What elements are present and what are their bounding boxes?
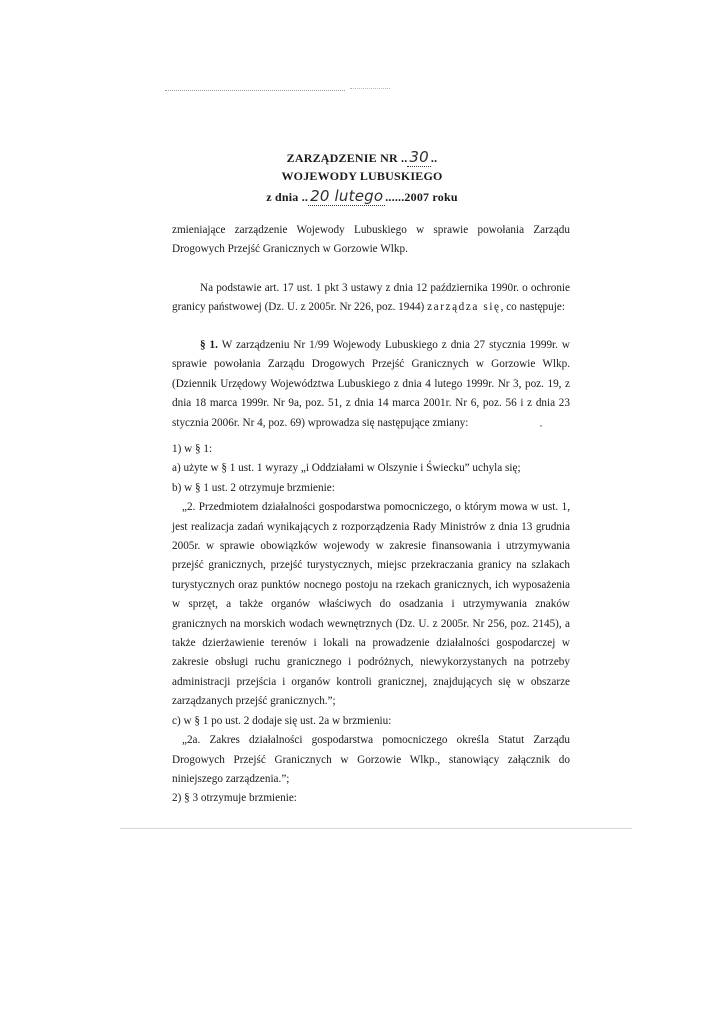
- document-title: ZARZĄDZENIE NR .. 30 ..: [286, 148, 438, 166]
- section-1: § 1. W zarządzeniu Nr 1/99 Wojewody Lubuskiego z dnia 27 stycznia 1999r. w sprawie powołania Zarządu Drogowych Przejść Granicznych w Gorzowie Wlkp. (Dziennik Urzędowy Województwa Lubuskiego z dnia 4 lutego 1999r. Nr 3, poz. 19, z dnia 18 marca 1999r. Nr 9a, poz. 51, z dnia 14 marca 2001r. Nr 6, poz. 56 i z dnia 23 stycznia 2006r. Nr 4, poz. 69) wprowadza się następujące zmiany:: [172, 339, 571, 429]
- document-subject: zmieniające zarządzenie Wojewody Lubuskiego w sprawie powołania Zarządu Drogowych Przejść Granicznych w Gorzowie Wlkp.: [172, 224, 570, 256]
- scan-artifact: [165, 90, 345, 92]
- list-item: b) w § 1 ust. 2 otrzymuje brzmienie:: [172, 481, 335, 494]
- scan-artifact: [350, 88, 390, 89]
- handwritten-date: 20 lutego: [310, 187, 384, 205]
- list-item: c) w § 1 po ust. 2 dodaje się ust. 2a w brzmieniu:: [172, 714, 392, 727]
- section-marker: § 1.: [200, 339, 218, 351]
- amendments-list: [172, 440, 570, 809]
- scan-bottom-line: [120, 828, 632, 829]
- quoted-provision: „2a. Zakres działalności gospodarstwa pomocniczego określa Statut Zarządu Drogowych Przejść Granicznych w Gorzowie Wlkp., stanowiący załącznik do niniejszego zarządzenia.”;: [172, 734, 570, 785]
- legal-basis: Na podstawie art. 17 ust. 1 pkt 3 ustawy z dnia 12 października 1990r. o ochronie granicy państwowej (Dz. U. z 2005r. Nr 226, poz. 1944) zarządza się, co następuje:: [172, 282, 570, 314]
- document-date: z dnia .. 20 lutego ......2007 roku: [266, 187, 458, 205]
- list-item: 2) § 3 otrzymuje brzmienie:: [172, 792, 297, 805]
- handwritten-number: 30: [409, 148, 429, 166]
- document-issuer: WOJEWODY LUBUSKIEGO: [281, 169, 443, 183]
- quoted-provision: „2. Przedmiotem działalności gospodarstwa pomocniczego, o którym mowa w ust. 1, jest realizacja zadań wynikających z rozporządzenia Rady Ministrów z dnia 13 grudnia 2005r. w sprawie obowiązków wojewody w zakresie finansowania i utrzymywania przejść granicznych, przejść turystycznych, miejsc przekraczania granicy na szlakach turystycznych oraz punktów nocnego postoju na rzekach granicznych, ich wyposażenia w sprzęt, a także organów właściwych do osadzania i utrzymywania znaków granicznych na morskich wodach wewnętrznych (Dz. U. z 2005r. Nr 256, poz. 2145), a także dzierżawienie terenów i lokali na prowadzenie działalności gospodarczej w zakresie obsługi ruchu granicznego i podróżnych, niewykorzystanych na potrzeby administracji przejścia i organów kontroli granicznej, znajdujących się w obszarze zarządzanych przejść granicznych.”;: [172, 501, 570, 708]
- list-item: 1) w § 1:: [172, 443, 213, 455]
- list-item: a) użyte w § 1 ust. 1 wyrazy „i Oddziałami w Olszynie i Świecku” uchyla się;: [172, 462, 521, 475]
